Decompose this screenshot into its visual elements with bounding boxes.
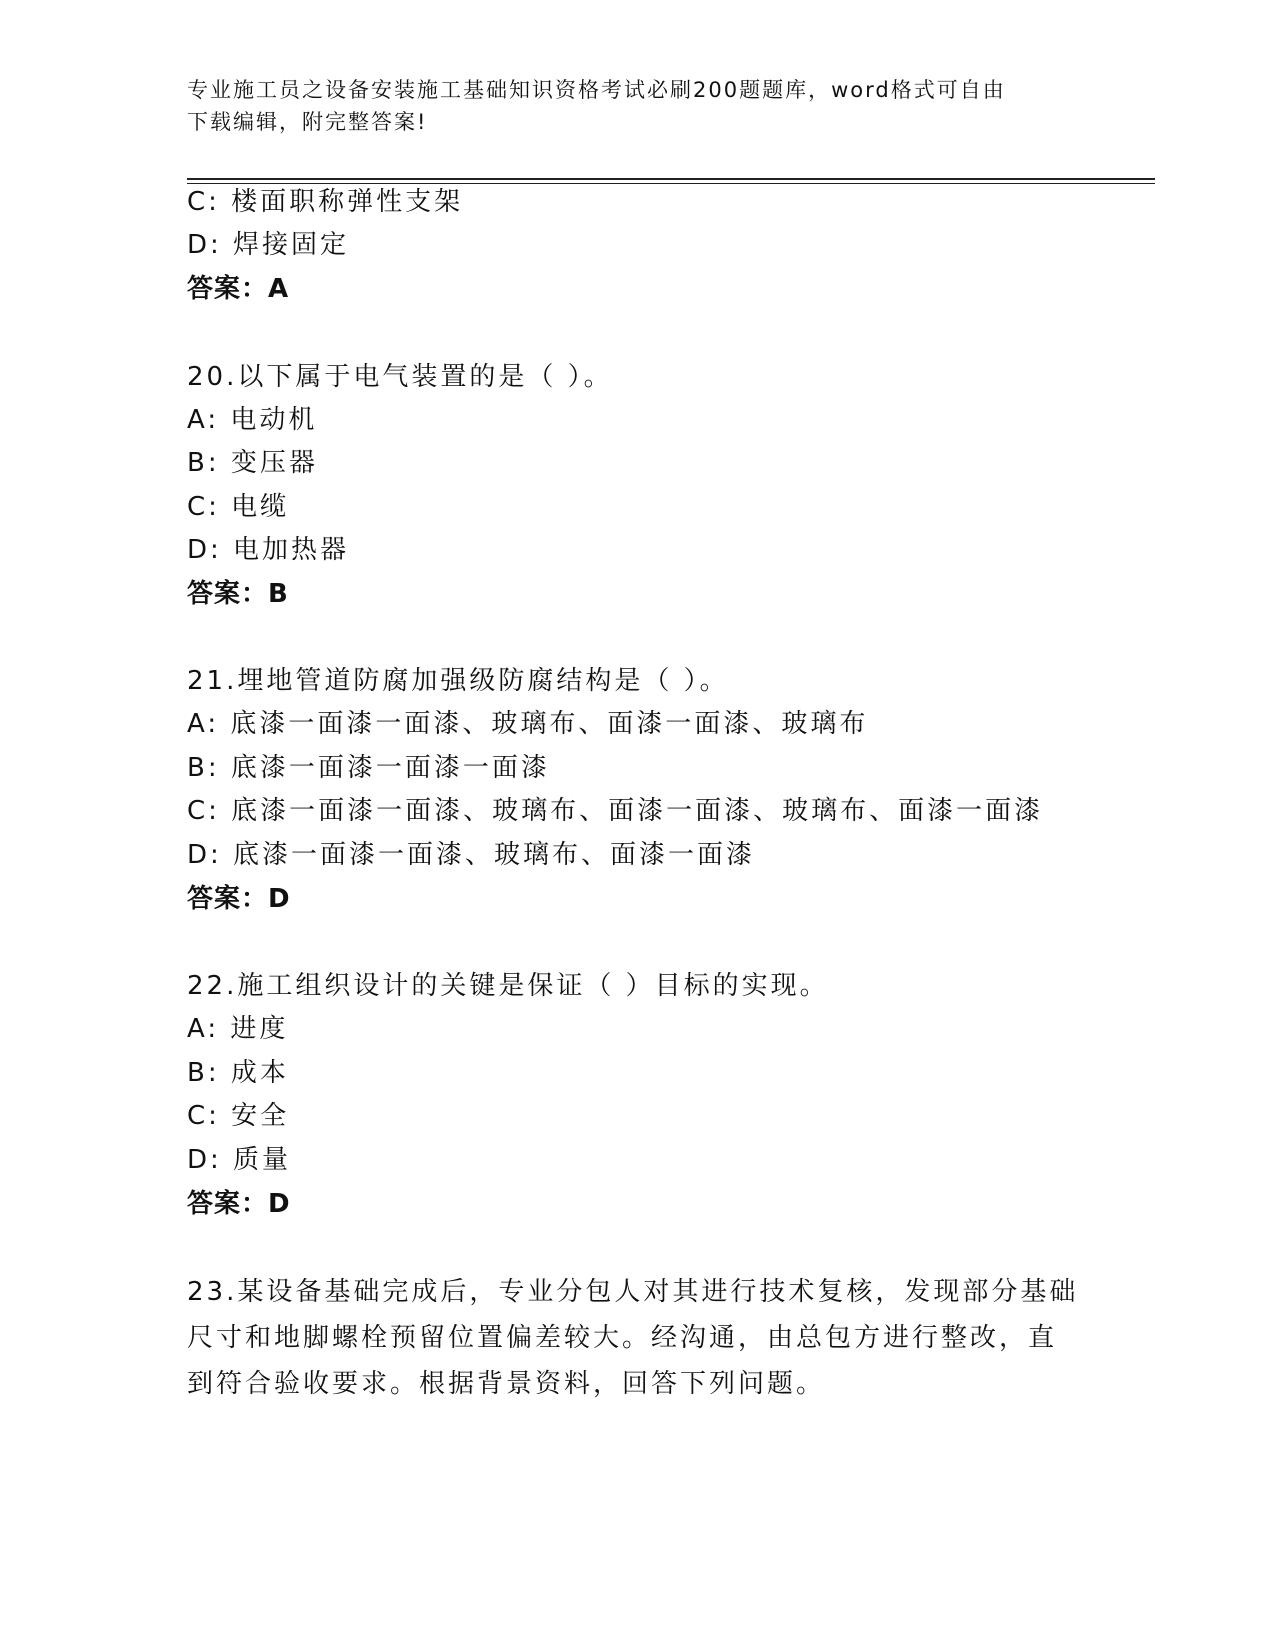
q20-stem: 20.以下属于电气装置的是（ ）。 [187,362,613,392]
q23-line-1: 23.某设备基础完成后，专业分包人对其进行技术复核，发现部分基础 [187,1277,1079,1307]
q20-option-b: B: 变压器 [187,448,318,478]
header-divider-thin [187,183,1155,184]
q21-stem: 21.埋地管道防腐加强级防腐结构是（ ）。 [187,666,729,696]
q22-option-c: C: 安全 [187,1101,290,1131]
q23-line-2: 尺寸和地脚螺栓预留位置偏差较大。经沟通，由总包方进行整改，直 [187,1323,1058,1353]
prev-answer: 答案：A [187,274,290,304]
header-divider-thick [187,178,1155,180]
prev-option-d: D: 焊接固定 [187,230,350,260]
q21-option-a: A: 底漆一面漆一面漆、玻璃布、面漆一面漆、玻璃布 [187,709,869,739]
q20-option-c: C: 电缆 [187,492,290,522]
header-title-line-1: 专业施工员之设备安装施工基础知识资格考试必刷200题题库，word格式可自由 [187,78,1006,102]
q22-stem: 22.施工组织设计的关键是保证（ ）目标的实现。 [187,971,829,1001]
document-header [187,74,1087,138]
header-title-line-2: 下载编辑，附完整答案! [187,110,428,134]
q20-option-a: A: 电动机 [187,405,318,435]
q21-option-d: D: 底漆一面漆一面漆、玻璃布、面漆一面漆 [187,840,756,870]
q22-option-d: D: 质量 [187,1145,292,1175]
q22-answer: 答案：D [187,1189,291,1219]
q23-line-3: 到符合验收要求。根据背景资料，回答下列问题。 [187,1369,826,1399]
q21-option-b: B: 底漆一面漆一面漆一面漆 [187,753,550,783]
q20-option-d: D: 电加热器 [187,535,350,565]
q21-option-c: C: 底漆一面漆一面漆、玻璃布、面漆一面漆、玻璃布、面漆一面漆 [187,796,1044,826]
q20-answer: 答案：B [187,579,289,609]
q21-answer: 答案：D [187,884,291,914]
prev-option-c: C: 楼面职称弹性支架 [187,187,464,217]
q22-option-b: B: 成本 [187,1058,289,1088]
q22-option-a: A: 进度 [187,1014,289,1044]
q23-paragraph [187,1269,1087,1407]
